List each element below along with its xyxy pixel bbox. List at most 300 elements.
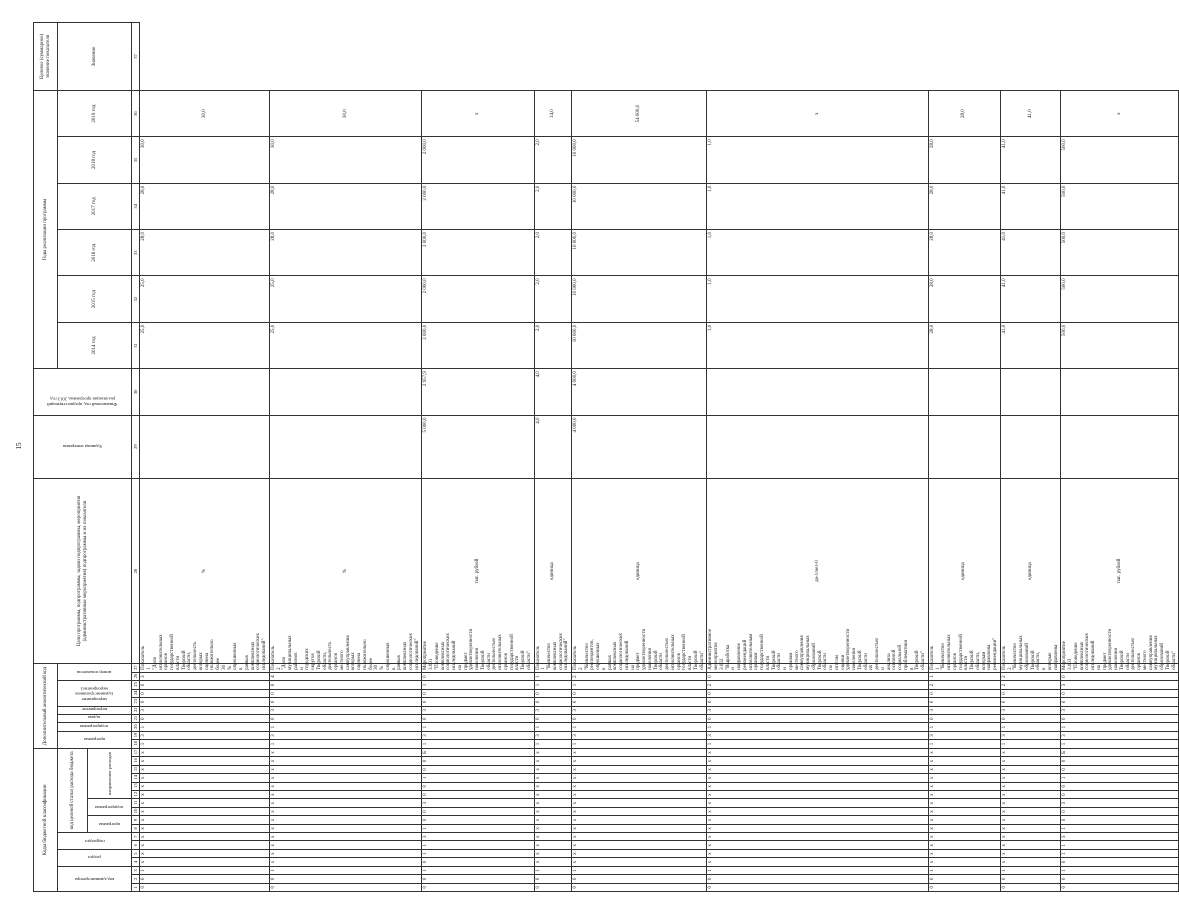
code-cell: 0 — [928, 689, 1000, 697]
code-cell: 0 — [928, 875, 1000, 883]
code-cell: 3 — [422, 706, 534, 714]
code-cell: x — [707, 816, 929, 824]
base-year-value — [928, 415, 1000, 478]
value-2014 — [269, 369, 422, 415]
code-cell: x — [269, 816, 422, 824]
column-number: 4 — [132, 858, 140, 866]
code-cell: x — [928, 824, 1000, 832]
code-cell: x — [928, 757, 1000, 765]
code-cell: 3 — [1000, 706, 1061, 714]
code-cell: 0 — [422, 765, 534, 773]
years-header: Годы реализации программы — [34, 90, 58, 368]
code-cell: 3 — [707, 706, 929, 714]
column-number: 13 — [132, 782, 140, 790]
code-cell: x — [707, 765, 929, 773]
column-number-row — [132, 23, 140, 892]
column-number: 33 — [132, 230, 140, 276]
code-cell: 0 — [1061, 807, 1179, 815]
code-cell: x — [1000, 833, 1061, 841]
column-number: 25 — [132, 681, 140, 689]
column-number: 17 — [132, 748, 140, 757]
code-cell: 3 — [928, 706, 1000, 714]
column-number: 8 — [132, 824, 140, 832]
table-row — [422, 23, 534, 892]
goal-text-cell: Показатель 2 "Количество респондентов, опрошенных в рамках комплексных социологических исследований на предмет удовлетворенности населения Тверской области деятельностью исполнительных органов государственной власти Тверской области" — [572, 664, 707, 673]
code-cell: 0 — [269, 681, 422, 689]
code-cell: 0 — [422, 782, 534, 790]
value-2016: 500,0 — [1061, 276, 1179, 322]
code-cell: 0 — [1061, 698, 1179, 706]
code-cell: 1 — [572, 866, 707, 874]
code-cell: x — [1000, 757, 1061, 765]
value-2019: 2 000,0 — [422, 137, 534, 183]
code-cell: x — [928, 765, 1000, 773]
value-2016: 25,0 — [140, 276, 270, 322]
code-cell: x — [1000, 782, 1061, 790]
target-value: 30,0 — [140, 90, 270, 136]
target-header: Целевое (суммарное) значение показателя — [34, 23, 58, 91]
code-cell: 3 — [572, 706, 707, 714]
column-number: 30 — [132, 369, 140, 415]
value-2015: 500,0 — [1061, 322, 1179, 368]
unit-cell: да-1/нет-0 — [707, 478, 929, 664]
code-cell: x — [707, 849, 929, 857]
column-number: 20 — [132, 723, 140, 731]
code-cell: x — [534, 790, 572, 798]
value-2019: 28,0 — [928, 137, 1000, 183]
code-cell: x — [928, 774, 1000, 782]
code-cell: 2 — [572, 672, 707, 680]
year-2014-header: 2014 год — [58, 322, 132, 368]
code-cell: x — [928, 799, 1000, 807]
code-cell: x — [140, 765, 270, 773]
code-cell: 1 — [422, 681, 534, 689]
dop-activity-type-header: мероприятие (административное мероприятие) — [58, 681, 132, 706]
dop-indicator-header: номер показателя — [58, 664, 132, 681]
code-cell: 1 — [572, 681, 707, 689]
code-cell: x — [269, 807, 422, 815]
code-cell: x — [1000, 824, 1061, 832]
code-cell: x — [269, 824, 422, 832]
code-cell: 0 — [1000, 698, 1061, 706]
code-cell: 0 — [140, 698, 270, 706]
code-cell: x — [707, 799, 929, 807]
code-cell: x — [572, 807, 707, 815]
code-cell: x — [1000, 816, 1061, 824]
dop-task-header: задача — [58, 714, 132, 722]
code-cell: x — [572, 748, 707, 757]
code-cell: 3 — [269, 731, 422, 739]
code-cell: 3 — [928, 731, 1000, 739]
code-cell: x — [928, 849, 1000, 857]
table-row — [572, 23, 707, 892]
column-number: 22 — [132, 706, 140, 714]
code-cell: x — [1000, 774, 1061, 782]
base-year-value: 4 000,0 — [572, 415, 707, 478]
base-year-value — [707, 415, 929, 478]
goal-text-cell: Административное мероприятие 3.002 "Выработка и направление рекомендаций исполнительным органам государственной власти Тверской области и органам местного самоуправления муниципальных образований Тверской области по итогам оценки удовлетворенности населения Тверской области их деятельностью и анализа основной социальной проблематики в Тверской области" — [707, 664, 929, 673]
page-number: 15 — [15, 442, 23, 450]
code-cell: 0 — [140, 681, 270, 689]
table-row — [269, 23, 422, 892]
subprogram-header: подпрограмма — [88, 799, 132, 816]
code-cell: x — [269, 799, 422, 807]
value-2016: 2,0 — [534, 276, 572, 322]
year-2016-header: 2016 год — [58, 230, 132, 276]
code-cell: 3 — [1061, 833, 1179, 841]
value-2017: 2,0 — [534, 230, 572, 276]
value-2018: 1,0 — [707, 183, 929, 229]
value-2014 — [1000, 369, 1061, 415]
code-cell: 0 — [269, 714, 422, 722]
value-2017: 41,0 — [1000, 230, 1061, 276]
code-cell: 0 — [1000, 689, 1061, 697]
value-2015: 1,0 — [707, 322, 929, 368]
code-cell: 0 — [707, 698, 929, 706]
code-cell: 0 — [1061, 875, 1179, 883]
table-row — [1061, 23, 1179, 892]
code-cell: 3 — [140, 672, 270, 680]
code-cell: 3 — [1061, 681, 1179, 689]
code-cell: 0 — [140, 689, 270, 697]
program-indicators-table — [33, 22, 1179, 892]
code-cell: 3 — [422, 799, 534, 807]
code-cell: x — [707, 790, 929, 798]
value-header: Значение — [58, 23, 132, 91]
code-cell: x — [572, 774, 707, 782]
column-number: 19 — [132, 731, 140, 739]
code-cell: 1 — [422, 774, 534, 782]
code-cell: x — [534, 833, 572, 841]
code-cell: x — [140, 774, 270, 782]
code-cell: x — [534, 858, 572, 866]
code-cell: 0 — [269, 883, 422, 891]
code-cell: 1 — [269, 740, 422, 748]
code-cell: 1 — [707, 723, 929, 731]
code-cell: 1 — [534, 866, 572, 874]
target-value: 30,0 — [269, 90, 422, 136]
unit-cell: единица — [534, 478, 572, 664]
code-cell: 2 — [928, 681, 1000, 689]
column-number: 16 — [132, 757, 140, 765]
value-2016: 25,0 — [269, 276, 422, 322]
code-cell: 1 — [928, 723, 1000, 731]
goal-text-cell: Показатель 1 "Количество исполнительных органов государственной власти Тверской области, которым направлены рекомендации" — [928, 664, 1000, 673]
code-cell: 0 — [534, 689, 572, 697]
value-2015: 28,0 — [928, 322, 1000, 368]
value-2017: 28,0 — [928, 230, 1000, 276]
base-year-value — [1000, 415, 1061, 478]
target-value: x — [1061, 90, 1179, 136]
code-cell: 3 — [1061, 706, 1179, 714]
code-cell: x — [928, 790, 1000, 798]
value-2015: 2 000,0 — [422, 322, 534, 368]
code-cell: Б — [422, 748, 534, 757]
code-cell: x — [928, 807, 1000, 815]
code-cell: x — [269, 757, 422, 765]
code-cell: 4 — [269, 672, 422, 680]
code-cell: 1 — [422, 849, 534, 857]
unit-cell: единица — [928, 478, 1000, 664]
table-body — [140, 23, 1179, 892]
code-cell: 1 — [422, 841, 534, 849]
code-cell: 0 — [422, 790, 534, 798]
code-cell: 1 — [534, 681, 572, 689]
code-cell: x — [1000, 807, 1061, 815]
code-cell: x — [1000, 765, 1061, 773]
code-cell: 1 — [534, 672, 572, 680]
code-cell: x — [707, 782, 929, 790]
value-2018: 41,0 — [1000, 183, 1061, 229]
code-cell: x — [269, 841, 422, 849]
code-cell: 0 — [140, 883, 270, 891]
code-cell: 0 — [707, 714, 929, 722]
column-number: 23 — [132, 698, 140, 706]
code-cell: 1 — [422, 824, 534, 832]
code-cell: 1 — [707, 740, 929, 748]
value-2018: 28,0 — [140, 183, 270, 229]
code-cell: x — [572, 849, 707, 857]
column-number: 28 — [132, 478, 140, 664]
code-cell: x — [928, 841, 1000, 849]
code-cell: 0 — [422, 757, 534, 765]
column-number: 5 — [132, 849, 140, 857]
code-cell: x — [572, 765, 707, 773]
code-cell: 0 — [572, 875, 707, 883]
value-2018: 28,0 — [269, 183, 422, 229]
code-cell: x — [572, 799, 707, 807]
value-2014: 2 957,9 — [422, 369, 534, 415]
column-number: 24 — [132, 689, 140, 697]
code-cell: x — [534, 849, 572, 857]
code-cell: x — [928, 858, 1000, 866]
code-cell: 0 — [1061, 816, 1179, 824]
code-cell: 0 — [422, 689, 534, 697]
code-cell: x — [140, 748, 270, 757]
value-2014 — [1061, 369, 1179, 415]
table-row — [707, 23, 929, 892]
code-cell: 3 — [422, 833, 534, 841]
value-2019: 2,0 — [534, 137, 572, 183]
code-cell: 1 — [1061, 841, 1179, 849]
code-cell: x — [572, 858, 707, 866]
code-cell: x — [1000, 841, 1061, 849]
code-cell: x — [707, 824, 929, 832]
code-cell: 0 — [707, 689, 929, 697]
code-cell: x — [269, 765, 422, 773]
code-cell: 3 — [269, 706, 422, 714]
code-cell: x — [140, 799, 270, 807]
code-cell: x — [140, 841, 270, 849]
code-cell: 3 — [707, 731, 929, 739]
code-cell: 0 — [1061, 672, 1179, 680]
table-row — [1000, 23, 1061, 892]
code-cell: 0 — [422, 816, 534, 824]
value-2016: 2 000,0 — [422, 276, 534, 322]
code-cell: 1 — [1061, 723, 1179, 731]
base-year-value — [269, 415, 422, 478]
code-cell: 0 — [534, 875, 572, 883]
code-cell: 0 — [572, 689, 707, 697]
code-cell: 1 — [269, 866, 422, 874]
dop-subprogram-header: подпрограмма — [58, 723, 132, 731]
code-cell: x — [572, 824, 707, 832]
code-cell: 0 — [1061, 782, 1179, 790]
code-cell: 3 — [422, 731, 534, 739]
column-number: 7 — [132, 833, 140, 841]
code-cell: x — [140, 849, 270, 857]
code-cell: 0 — [707, 875, 929, 883]
column-number: 18 — [132, 740, 140, 748]
column-number: 21 — [132, 714, 140, 722]
code-cell: x — [572, 790, 707, 798]
code-cell: 0 — [1000, 875, 1061, 883]
code-cell: 1 — [1061, 774, 1179, 782]
value-2014: 4 000,0 — [572, 369, 707, 415]
code-cell: 1 — [140, 866, 270, 874]
value-2019: 1,0 — [707, 137, 929, 183]
code-cell: 3 — [534, 731, 572, 739]
code-cell: x — [534, 757, 572, 765]
code-cell: 1 — [928, 672, 1000, 680]
column-number: 2 — [132, 875, 140, 883]
code-cell: x — [707, 757, 929, 765]
code-cell: 3 — [1061, 799, 1179, 807]
code-cell: x — [534, 824, 572, 832]
code-cell: 3 — [1061, 731, 1179, 739]
code-cell: 0 — [422, 672, 534, 680]
column-number: 27 — [132, 664, 140, 673]
code-cell: x — [269, 790, 422, 798]
code-cell: 0 — [1061, 858, 1179, 866]
code-cell: 1 — [707, 866, 929, 874]
table-row — [534, 23, 572, 892]
unit-cell: единица — [572, 478, 707, 664]
value-2015: 2,0 — [534, 322, 572, 368]
value-2019: 10 000,0 — [572, 137, 707, 183]
value-2017: 500,0 — [1061, 230, 1179, 276]
value-2016: 1,0 — [707, 276, 929, 322]
value-2015: 10 000,0 — [572, 322, 707, 368]
code-cell: x — [140, 757, 270, 765]
column-number: 12 — [132, 790, 140, 798]
code-cell: x — [707, 833, 929, 841]
code-cell: 0 — [1061, 689, 1179, 697]
code-cell: 0 — [422, 883, 534, 891]
code-cell: x — [140, 824, 270, 832]
code-cell: x — [269, 833, 422, 841]
goal-text-cell: Показатель 1 "Количество комплексных социологических исследований" — [534, 664, 572, 673]
code-cell: 0 — [140, 714, 270, 722]
code-cell: 0 — [422, 858, 534, 866]
dop-code-header: Дополнительный аналитический код — [34, 664, 58, 748]
code-cell: 1 — [140, 723, 270, 731]
code-cell: 0 — [422, 807, 534, 815]
value-2018: 2 000,0 — [422, 183, 534, 229]
code-cell: 0 — [1000, 883, 1061, 891]
code-cell: 0 — [534, 698, 572, 706]
code-cell: 0 — [534, 883, 572, 891]
target-value: 54 000,0 — [572, 90, 707, 136]
code-cell: x — [572, 833, 707, 841]
code-cell: 2 — [707, 681, 929, 689]
column-number: 14 — [132, 774, 140, 782]
value-2015: 41,0 — [1000, 322, 1061, 368]
code-cell: 0 — [140, 875, 270, 883]
razdel-header: раздел — [58, 849, 132, 866]
code-cell: x — [269, 782, 422, 790]
year-2019-header: 2019 год — [58, 90, 132, 136]
code-cell: x — [140, 816, 270, 824]
value-2018: 500,0 — [1061, 183, 1179, 229]
value-2017: 10 000,0 — [572, 230, 707, 276]
table-row — [928, 23, 1000, 892]
code-cell: x — [707, 841, 929, 849]
code-cell: x — [707, 807, 929, 815]
rotated-table-sheet — [33, 22, 1177, 892]
column-number: 15 — [132, 765, 140, 773]
expense-direction-header: направление расходов — [88, 748, 132, 799]
column-number: 37 — [132, 23, 140, 91]
code-cell: x — [140, 807, 270, 815]
value-2014 — [140, 369, 270, 415]
code-cell: 1 — [1061, 866, 1179, 874]
code-cell: 3 — [572, 731, 707, 739]
unit-cell: тыс. рублей — [1061, 478, 1179, 664]
code-cell: 0 — [572, 714, 707, 722]
value-2019: 41,0 — [1000, 137, 1061, 183]
code-cell: 0 — [422, 875, 534, 883]
code-cell: 1 — [572, 740, 707, 748]
code-cell: 0 — [1061, 765, 1179, 773]
code-cell: 3 — [534, 706, 572, 714]
value-2019: 30,0 — [269, 137, 422, 183]
kbk-header: Коды бюджетной классификации — [34, 748, 58, 891]
code-cell: 1 — [269, 723, 422, 731]
admin-code-header: код администратора — [58, 866, 132, 891]
code-cell: x — [707, 774, 929, 782]
year-2018-header: 2018 год — [58, 137, 132, 183]
goal-text-cell: Показатель 2 "Доля муниципальных районов и городских округов Тверской области, деятельность органов местного самоуправления которых оценена положительно более 30 % опрошенных в рамках комплексных социологических исследований" — [269, 664, 422, 673]
code-cell: x — [572, 816, 707, 824]
code-cell: x — [1000, 748, 1061, 757]
code-cell: x — [534, 841, 572, 849]
value-2019: 500,0 — [1061, 137, 1179, 183]
value-2017: 28,0 — [269, 230, 422, 276]
target-article-header: код целевой статьи расхода бюджета — [58, 748, 88, 832]
code-cell: x — [928, 748, 1000, 757]
value-2017: 2 000,0 — [422, 230, 534, 276]
target-value: 28,0 — [928, 90, 1000, 136]
column-number: 3 — [132, 866, 140, 874]
target-value: 14,0 — [534, 90, 572, 136]
code-cell: 1 — [1061, 824, 1179, 832]
code-cell: x — [572, 782, 707, 790]
year-2015-header: 2015 год — [58, 276, 132, 322]
code-cell: x — [140, 858, 270, 866]
code-cell: x — [707, 748, 929, 757]
code-cell: x — [534, 774, 572, 782]
code-cell: 2 — [1000, 672, 1061, 680]
code-cell: 1 — [422, 866, 534, 874]
unit-header: Единица измерения — [34, 415, 132, 478]
value-2018: 10 000,0 — [572, 183, 707, 229]
base-year-value — [1061, 415, 1179, 478]
code-cell: 0 — [1061, 883, 1179, 891]
code-cell: x — [269, 849, 422, 857]
code-cell: x — [928, 833, 1000, 841]
code-cell: 2 — [1000, 681, 1061, 689]
